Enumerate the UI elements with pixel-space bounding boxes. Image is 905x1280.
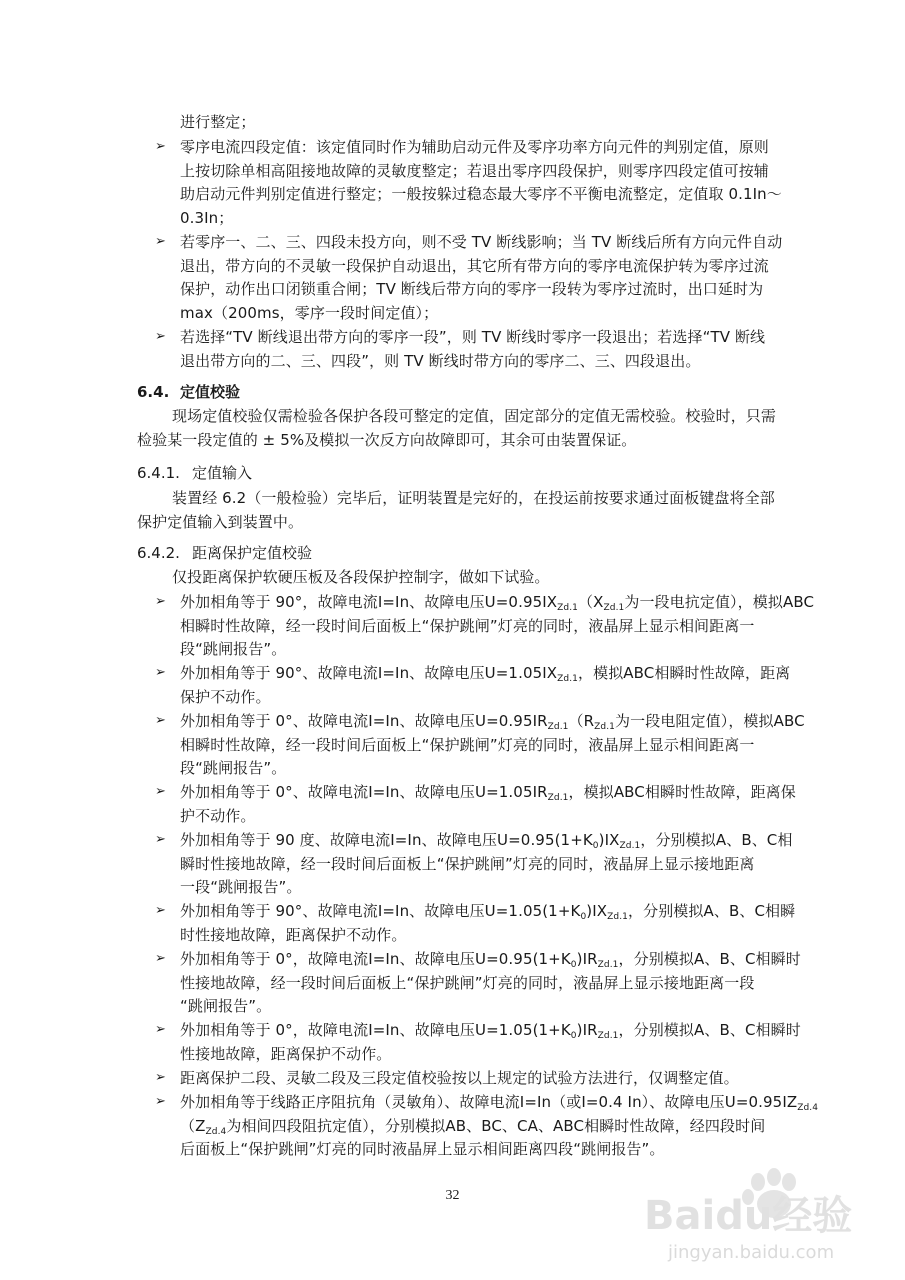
bullet-line	[180, 1092, 818, 1112]
subscript: Zd.1	[557, 674, 578, 684]
subscript: Zd.1	[597, 960, 619, 970]
line-text: 为一段电阻定值），模拟ABC	[615, 712, 805, 730]
continuation-line	[180, 112, 256, 132]
bullet-line	[180, 687, 271, 707]
bullet-line	[180, 782, 796, 802]
subscript: Zd.1	[594, 722, 616, 732]
page-number: 32	[445, 1188, 460, 1203]
subscript: Zd.4	[205, 1126, 227, 1137]
subscript: Zd.1	[597, 1031, 619, 1041]
subscript: Zd.1	[557, 603, 578, 613]
subsection-title: 定值输入	[192, 464, 253, 482]
line-text: 段“跳闸报告”。	[180, 759, 287, 778]
bullet-line	[180, 735, 754, 755]
subscript: 0	[570, 960, 577, 970]
line-text: 为相间四段阻抗定值），分别模拟AB、BC、CA、ABC相瞬时性故障，经四段时间	[226, 1116, 766, 1135]
bullet-line	[180, 616, 754, 636]
subscript: Zd.1	[547, 722, 569, 732]
line-text: “跳闸报告”。	[180, 997, 272, 1016]
section-title: 定值校验	[180, 383, 241, 401]
bullet-arrow-icon: ➢	[155, 234, 166, 249]
paragraph-line	[137, 512, 303, 532]
line-text: 一段“跳闸报告”。	[180, 878, 302, 897]
line-text: ，模拟ABC相瞬时性故障，距离	[578, 664, 791, 682]
bullet-line	[180, 1116, 765, 1136]
line-text: 若零序一、二、三、四段未投方向，则不受 TV 断线影响；当 TV 断线后所有方向元件自动	[180, 233, 783, 251]
bullet-arrow-icon: ➢	[155, 1094, 166, 1109]
line-text: 外加相角等于 90 度、故障电流I=In、故障电压U=0.95(1+K	[180, 831, 593, 849]
bullet-arrow-icon: ➢	[155, 784, 166, 799]
line-text: （Z	[180, 1116, 206, 1135]
bullet-line	[180, 901, 795, 921]
line-text: 现场定值校验仅需检验各保护各段可整定的定值，固定部分的定值无需校验。校验时，只需	[172, 407, 777, 425]
bullet-line	[180, 279, 763, 299]
line-text: 瞬时性接地故障，经一段时间后面板上“保护跳闸”灯亮的同时，液晶屏上显示接地距离	[180, 854, 755, 873]
line-text: 保护不动作。	[180, 687, 271, 706]
bullet-line	[180, 592, 814, 612]
line-text: 为一段电抗定值），模拟ABC	[624, 593, 815, 611]
bullet-line	[180, 877, 301, 897]
bullet-line	[180, 996, 271, 1016]
section-number: 6.4.	[137, 383, 170, 401]
watermark-logo-text: Baidu经验	[644, 1193, 853, 1239]
bullet-line	[180, 1020, 801, 1040]
bullet-line	[180, 137, 769, 157]
line-text: 时性接地故障，距离保护不动作。	[180, 925, 407, 944]
bullet-line	[180, 351, 700, 371]
bullet-line	[180, 184, 782, 204]
intro-line	[172, 567, 550, 587]
line-text: 外加相角等于线路正序阻抗角（灵敏角）、故障电流I=In（或I=0.4 In）、故障电压U=0.95IZ	[180, 1093, 798, 1111]
line-text: ，分别模拟A、B、C相瞬时	[618, 950, 801, 968]
line-text: )IR	[576, 950, 598, 968]
bullet-arrow-icon: ➢	[155, 1022, 166, 1037]
line-text: 检验某一段定值的 ± 5%及模拟一次反方向故障即可，其余可由装置保证。	[137, 431, 637, 449]
line-text: 相瞬时性故障，经一段时间后面板上“保护跳闸”灯亮的同时，液晶屏上显示相间距离一	[180, 616, 755, 635]
line-text: 护不动作。	[180, 806, 256, 825]
line-text: )IX	[586, 902, 608, 920]
line-text: 仅投距离保护软硬压板及各段保护控制字，做如下试验。	[172, 568, 550, 586]
bullet-line	[180, 1068, 739, 1088]
subscript: Zd.1	[607, 912, 628, 922]
line-text: 保护定值输入到装置中。	[137, 513, 304, 531]
bullet-arrow-icon: ➢	[155, 1070, 166, 1085]
subscript: 0	[592, 841, 599, 851]
subsection-number: 6.4.1.	[137, 464, 180, 482]
paragraph-line	[137, 430, 636, 450]
line-text: 外加相角等于 0°，故障电流I=In、故障电压U=1.05(1+K	[180, 1021, 571, 1039]
bullet-line	[180, 327, 765, 347]
subscript: Zd.4	[797, 1103, 819, 1113]
subscript: Zd.1	[547, 793, 569, 803]
line-text: 性接地故障，距离保护不动作。	[180, 1044, 392, 1063]
line-text: 相瞬时性故障，经一段时间后面板上“保护跳闸”灯亮的同时，液晶屏上显示相间距离一	[180, 735, 755, 754]
line-text: （R	[568, 712, 595, 730]
line-text: max（200ms，零序一段时间定值）；	[180, 304, 439, 323]
line-text: （X	[578, 593, 604, 611]
line-text: 外加相角等于 0°、故障电流I=In、故障电压U=0.95IR	[180, 712, 548, 730]
paragraph-line	[172, 488, 775, 508]
line-text: 距离保护二段、灵敏二段及三段定值校验按以上规定的试验方法进行，仅调整定值。	[180, 1069, 739, 1087]
paragraph-line	[172, 406, 776, 426]
line-text: ，分别模拟A、B、C相瞬时	[618, 1021, 801, 1039]
bullet-line	[180, 303, 438, 323]
line-text: 零序电流四段定值：该定值同时作为辅助启动元件及零序功率方向元件的判别定值，原则	[180, 138, 769, 156]
bullet-line	[180, 949, 801, 969]
line-text: )IR	[576, 1021, 598, 1039]
bullet-arrow-icon: ➢	[155, 713, 166, 728]
line-text: 保护，动作出口闭锁重合闸；TV 断线后带方向的零序一段转为零序过流时，出口延时为	[180, 280, 764, 299]
bullet-line	[180, 256, 769, 276]
line-text: 后面板上“保护跳闸”灯亮的同时液晶屏上显示相间距离四段“跳闸报告”。	[180, 1140, 665, 1159]
bullet-line	[180, 208, 233, 228]
line-text: 外加相角等于 0°、故障电流I=In、故障电压U=1.05IR	[180, 783, 548, 801]
line-text: 进行整定；	[180, 113, 256, 131]
subsection-number: 6.4.2.	[137, 544, 180, 562]
bullet-arrow-icon: ➢	[155, 903, 166, 918]
bullet-line	[180, 232, 782, 252]
bullet-line	[180, 925, 407, 945]
subsection-title: 距离保护定值校验	[192, 544, 313, 562]
line-text: ，分别模拟A、B、C相	[640, 831, 793, 849]
line-text: 装置经 6.2（一般检验）完毕后，证明装置是完好的，在投运前按要求通过面板键盘将全部	[172, 489, 775, 507]
bullet-arrow-icon: ➢	[155, 329, 166, 344]
subscript: 0	[580, 912, 587, 922]
bullet-arrow-icon: ➢	[155, 139, 166, 154]
subscript: 0	[570, 1031, 577, 1041]
bullet-line	[180, 806, 256, 826]
bullet-arrow-icon: ➢	[155, 832, 166, 847]
line-text: 外加相角等于 90°、故障电流I=In、故障电压U=1.05IX	[180, 664, 558, 682]
line-text: 退出带方向的二、三、四段”，则 TV 断线时带方向的零序二、三、四段退出。	[180, 351, 701, 370]
bullet-line	[180, 161, 769, 181]
baidu-jingyan-watermark	[640, 1160, 880, 1270]
bullet-arrow-icon: ➢	[155, 951, 166, 966]
bullet-line	[180, 1044, 391, 1064]
line-text: )IX	[598, 831, 620, 849]
bullet-line	[180, 973, 754, 993]
bullet-line	[180, 639, 286, 659]
bullet-line	[180, 830, 793, 850]
subscript: Zd.1	[603, 603, 625, 613]
bullet-line	[180, 758, 286, 778]
bullet-line	[180, 663, 790, 683]
bullet-arrow-icon: ➢	[155, 594, 166, 609]
watermark-url: jingyan.baidu.com	[668, 1242, 835, 1263]
line-text: ，模拟ABC相瞬时性故障，距离保	[568, 783, 796, 801]
line-text: 助启动元件判别定值进行整定；一般按躲过稳态最大零序不平衡电流整定，定值取 0.1In～	[180, 185, 782, 204]
bullet-line	[180, 854, 754, 874]
line-text: 外加相角等于 0°，故障电流I=In、故障电压U=0.95(1+K	[180, 950, 571, 968]
bullet-line	[180, 711, 805, 731]
line-text: 段“跳闸报告”。	[180, 640, 287, 659]
line-text: 退出，带方向的不灵敏一段保护自动退出，其它所有带方向的零序电流保护转为零序过流	[180, 256, 769, 275]
line-text: 性接地故障，经一段时间后面板上“保护跳闸”灯亮的同时，液晶屏上显示接地距离一段	[180, 973, 755, 992]
line-text: 外加相角等于 90°，故障电流I=In、故障电压U=0.95IX	[180, 593, 558, 611]
line-text: ，分别模拟A、B、C相瞬	[628, 902, 796, 920]
line-text: 0.3In；	[180, 209, 234, 228]
subscript: Zd.1	[619, 841, 641, 851]
bullet-line	[180, 1139, 665, 1159]
bullet-arrow-icon: ➢	[155, 665, 166, 680]
line-text: 上按切除单相高阻接地故障的灵敏度整定；若退出零序四段保护，则零序四段定值可按辅	[180, 161, 769, 180]
line-text: 外加相角等于 90°、故障电流I=In、故障电压U=1.05(1+K	[180, 902, 581, 920]
line-text: 若选择“TV 断线退出带方向的零序一段”，则 TV 断线时零序一段退出；若选择“TV 断线	[180, 328, 766, 346]
